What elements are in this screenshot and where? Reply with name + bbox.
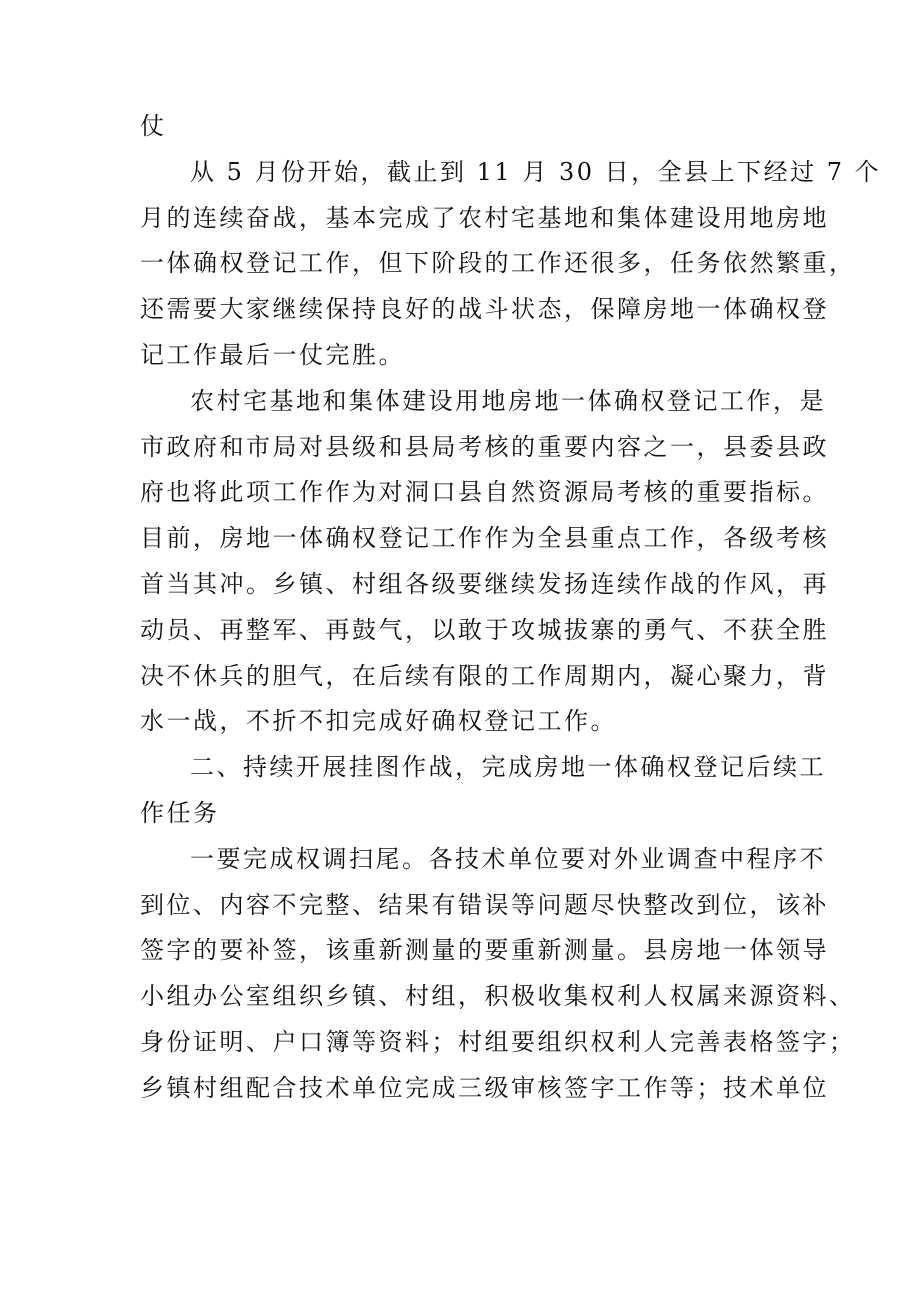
text-line: 决不休兵的胆气，在后续有限的工作周期内，凝心聚力，背	[140, 661, 829, 690]
text-line: 一要完成权调扫尾。各技术单位要对外业调查中程序不	[190, 844, 826, 873]
text-line: 市政府和市局对县级和县局考核的重要内容之一，县委县政	[140, 432, 829, 461]
text-line: 水一战，不折不扣完成好确权登记工作。	[140, 707, 617, 736]
text-line: 动员、再整军、再鼓气，以敢于攻城拔寨的勇气、不获全胜	[140, 615, 829, 644]
text-line: 农村宅基地和集体建设用地房地一体确权登记工作，是	[190, 386, 826, 415]
text-line: 还需要大家继续保持良好的战斗状态，保障房地一体确权登	[140, 295, 829, 324]
text-line: 身份证明、户口簿等资料；村组要组织权利人完善表格签字；	[140, 1027, 856, 1056]
text-line: 记工作最后一仗完胜。	[140, 340, 405, 369]
text-line: 月的连续奋战，基本完成了农村宅基地和集体建设用地房地	[140, 203, 829, 232]
text-line: 签字的要补签，该重新测量的要重新测量。县房地一体领导	[140, 936, 829, 965]
text-line: 到位、内容不完整、结果有错误等问题尽快整改到位，该补	[140, 890, 829, 919]
text-line: 一体确权登记工作，但下阶段的工作还很多，任务依然繁重，	[140, 249, 856, 278]
text-line: 目前，房地一体确权登记工作作为全县重点工作，各级考核	[140, 524, 829, 553]
section-heading-line: 作任务	[140, 798, 220, 827]
section-heading-line: 二、持续开展挂图作战，完成房地一体确权登记后续工	[190, 753, 826, 782]
text-line: 府也将此项工作作为对洞口县自然资源局考核的重要指标。	[140, 478, 829, 507]
text-line: 从 5 月份开始，截止到 11 月 30 日，全县上下经过 7 个	[190, 157, 882, 186]
text-line: 首当其冲。乡镇、村组各级要继续发扬连续作战的作风，再	[140, 569, 829, 598]
text-line: 乡镇村组配合技术单位完成三级审核签字工作等；技术单位	[140, 1073, 829, 1102]
text-line: 小组办公室组织乡镇、村组，积极收集权利人权属来源资料、	[140, 982, 856, 1011]
text-line: 仗	[140, 112, 167, 140]
document-body	[140, 104, 882, 1112]
